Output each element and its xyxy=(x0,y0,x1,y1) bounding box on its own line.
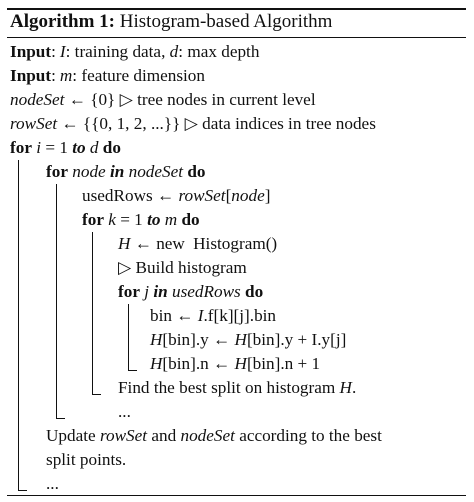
comment-triangle-icon: ▷ xyxy=(184,114,198,133)
var-I: I xyxy=(197,306,204,325)
split-points-text: split points. xyxy=(46,450,127,469)
hist-n-rhs: [bin].n + 1 xyxy=(246,354,321,373)
bin-assign-line xyxy=(150,304,276,328)
rowset-init-line xyxy=(10,112,376,136)
do-keyword: do xyxy=(245,282,264,301)
range-start: = 1 xyxy=(45,138,68,157)
range-start: = 1 xyxy=(120,210,143,229)
for-keyword: for xyxy=(46,162,68,181)
for-feature-line xyxy=(82,208,200,232)
find-split-line xyxy=(118,376,356,400)
do-keyword: do xyxy=(102,138,121,157)
to-keyword: to xyxy=(72,138,86,157)
var-node: node xyxy=(72,162,106,181)
hist-y-rhs: [bin].y + I.y[j] xyxy=(246,330,347,349)
input-colon: : xyxy=(51,42,56,61)
do-keyword: do xyxy=(181,210,200,229)
input-keyword: Input xyxy=(10,42,52,61)
var-rowSet: rowSet xyxy=(99,426,148,445)
ellipsis-text: ... xyxy=(118,402,131,421)
find-split-text: Find the best split on histogram xyxy=(118,378,336,397)
for-keyword: for xyxy=(10,138,32,157)
ellipsis-outer xyxy=(46,472,59,496)
and-text: and xyxy=(151,426,177,445)
update-line xyxy=(46,424,382,448)
for-node-scope-end xyxy=(56,418,65,419)
var-H: H xyxy=(118,234,131,253)
input-line-2 xyxy=(10,64,205,88)
for-node-line xyxy=(46,160,205,184)
for-k-scope-end xyxy=(92,394,101,395)
comment-text: Build histogram xyxy=(135,258,247,277)
var-j: j xyxy=(144,282,150,301)
var-nodeSet: nodeSet xyxy=(10,90,65,109)
var-m: m xyxy=(164,210,178,229)
var-I: I xyxy=(59,42,66,61)
var-H: H xyxy=(150,354,163,373)
var-H: H xyxy=(339,378,352,397)
bin-assign: bin ← xyxy=(150,306,194,325)
var-H: H xyxy=(150,330,163,349)
algorithm-label: Algorithm 1: xyxy=(10,11,116,32)
input-text: : max depth xyxy=(178,42,260,61)
var-i: i xyxy=(36,138,42,157)
input-text: : training data, xyxy=(65,42,166,61)
period: . xyxy=(351,378,357,397)
ellipsis-inner xyxy=(118,400,131,424)
in-keyword: in xyxy=(153,282,168,301)
var-d: d xyxy=(169,42,179,61)
algorithm-name: Histogram-based Algorithm xyxy=(119,11,333,32)
var-H: H xyxy=(234,330,247,349)
update-line-cont xyxy=(46,448,126,472)
build-histogram-comment xyxy=(118,256,247,280)
according-text: according to the best xyxy=(239,426,382,445)
usedrows-line xyxy=(82,184,270,208)
comment-triangle-icon: ▷ xyxy=(119,90,133,109)
comment-text: tree nodes in current level xyxy=(137,90,316,109)
hist-y-lhs: [bin].y ← xyxy=(162,330,231,349)
new-histogram-line xyxy=(118,232,277,256)
for-k-scope-line xyxy=(92,232,93,394)
var-rowSet: rowSet xyxy=(10,114,58,133)
var-nodeSet: nodeSet xyxy=(180,426,235,445)
var-rowSet: rowSet xyxy=(178,186,226,205)
var-usedRows: usedRows xyxy=(171,282,241,301)
to-keyword: to xyxy=(147,210,161,229)
var-m: m xyxy=(59,66,73,85)
for-j-scope-line xyxy=(128,304,129,370)
var-H: H xyxy=(234,354,247,373)
input-line-1 xyxy=(10,40,259,64)
hist-n-lhs: [bin].n ← xyxy=(162,354,231,373)
for-usedrows-line xyxy=(118,280,263,304)
for-node-scope-line xyxy=(56,184,57,418)
assign-text: ← {{0, 1, 2, ...}} xyxy=(61,114,181,133)
do-keyword: do xyxy=(187,162,206,181)
assign-text: ← {0} xyxy=(68,90,116,109)
var-nodeSet: nodeSet xyxy=(128,162,184,181)
input-text: : feature dimension xyxy=(72,66,205,85)
for-j-scope-end xyxy=(128,370,137,371)
hist-n-update-line xyxy=(150,352,320,376)
input-colon: : xyxy=(51,66,56,85)
var-d: d xyxy=(89,138,99,157)
bracket-open: [ xyxy=(225,186,232,205)
for-i-scope-line xyxy=(18,160,19,490)
nodeset-init-line xyxy=(10,88,316,112)
header-rule xyxy=(7,37,466,38)
usedrows-assign: usedRows ← xyxy=(82,186,175,205)
ellipsis-text: ... xyxy=(46,474,59,493)
in-keyword: in xyxy=(109,162,125,181)
hist-y-update-line xyxy=(150,328,346,352)
update-text: Update xyxy=(46,426,96,445)
new-text: ← new xyxy=(134,234,185,253)
comment-text: data indices in tree nodes xyxy=(202,114,376,133)
bottom-rule xyxy=(7,495,466,496)
input-keyword: Input xyxy=(10,66,52,85)
for-depth-line xyxy=(10,136,121,160)
for-keyword: for xyxy=(82,210,104,229)
bin-expr: .f[k][j].bin xyxy=(203,306,277,325)
for-i-scope-end xyxy=(18,490,27,491)
histogram-constructor: Histogram() xyxy=(193,234,278,253)
var-k: k xyxy=(108,210,116,229)
var-node: node xyxy=(231,186,265,205)
bracket-close: ] xyxy=(264,186,271,205)
comment-triangle-icon: ▷ xyxy=(118,258,132,277)
for-keyword: for xyxy=(118,282,140,301)
algorithm-title xyxy=(10,9,332,35)
